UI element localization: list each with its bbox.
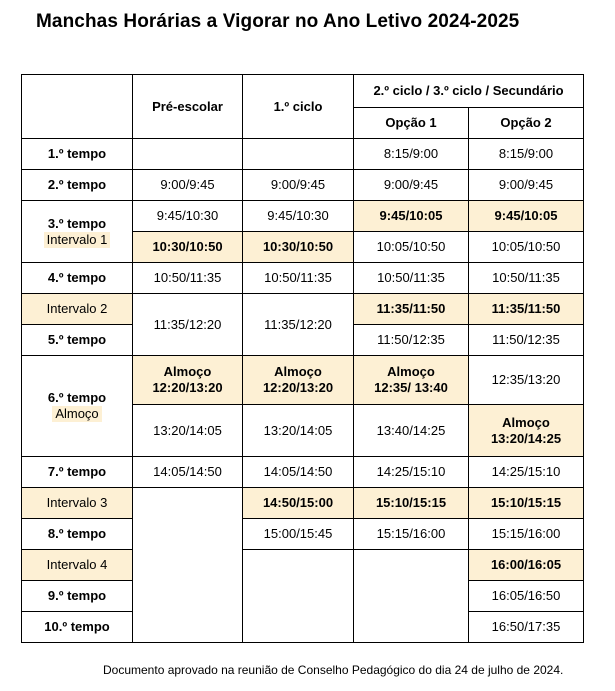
- table-cell: 15:10/15:15: [469, 488, 584, 519]
- row-label-group: [22, 356, 133, 457]
- cell-line: Almoço: [274, 364, 322, 379]
- cell-line: Almoço: [387, 364, 435, 379]
- row-label: 4.º tempo: [22, 263, 133, 294]
- row-label: 9.º tempo: [22, 581, 133, 612]
- table-cell: [133, 139, 243, 170]
- table-cell: 15:10/15:15: [354, 488, 469, 519]
- table-cell-empty: [243, 550, 354, 643]
- table-cell: 9:00/9:45: [354, 170, 469, 201]
- table-cell: 9:00/9:45: [469, 170, 584, 201]
- cell-line: Almoço: [502, 414, 550, 430]
- row-label-group: [22, 201, 133, 263]
- table-cell: 12:35/13:20: [469, 356, 584, 405]
- table-cell: 10:50/11:35: [133, 263, 243, 294]
- table-cell: 13:40/14:25: [354, 405, 469, 457]
- table-cell-empty: [133, 488, 243, 643]
- table-cell: 14:50/15:00: [243, 488, 354, 519]
- table-cell: 14:25/15:10: [469, 457, 584, 488]
- table-cell: [243, 139, 354, 170]
- cell-line: Almoço: [163, 364, 212, 379]
- cell-line: 13:20/14:25: [490, 430, 562, 446]
- table-cell: 9:45/10:30: [133, 201, 243, 232]
- header-ciclo23: 2.º ciclo / 3.º ciclo / Secundário: [354, 75, 584, 108]
- header-opcao2: Opção 2: [469, 108, 584, 139]
- table-cell: 8:15/9:00: [354, 139, 469, 170]
- table-cell: 13:20/14:05: [243, 405, 354, 457]
- row-label: 7.º tempo: [22, 457, 133, 488]
- table-cell: 14:25/15:10: [354, 457, 469, 488]
- table-cell: 15:00/15:45: [243, 519, 354, 550]
- cell-line: 12:20/13:20: [262, 380, 334, 395]
- row-label: 5.º tempo: [22, 325, 133, 356]
- table-cell: [469, 405, 584, 457]
- table-cell-empty: [354, 550, 469, 643]
- page-title: Manchas Horárias a Vigorar no Ano Letivo 2024-2025: [36, 11, 520, 32]
- row-label: Intervalo 4: [22, 550, 133, 581]
- row-label: Intervalo 3: [22, 488, 133, 519]
- table-cell: [354, 356, 469, 405]
- header-ciclo1: 1.º ciclo: [243, 75, 354, 139]
- row-label: Intervalo 2: [22, 294, 133, 325]
- cell-line: 12:20/13:20: [152, 380, 223, 395]
- table-cell: 9:00/9:45: [133, 170, 243, 201]
- row-sublabel: Intervalo 1: [44, 232, 111, 248]
- table-cell: 11:50/12:35: [469, 325, 584, 356]
- table-cell: 9:45/10:05: [354, 201, 469, 232]
- row-label: 8.º tempo: [22, 519, 133, 550]
- schedule-table: [21, 74, 584, 643]
- table-cell: 11:35/11:50: [354, 294, 469, 325]
- table-cell: 11:35/11:50: [469, 294, 584, 325]
- table-cell: [133, 356, 243, 405]
- table-cell: 10:05/10:50: [354, 232, 469, 263]
- table-cell: 10:30/10:50: [243, 232, 354, 263]
- footer-note: Documento aprovado na reunião de Conselho Pedagógico do dia 24 de julho de 2024.: [103, 663, 564, 677]
- table-cell: 11:50/12:35: [354, 325, 469, 356]
- header-opcao1: Opção 1: [354, 108, 469, 139]
- table-cell: 10:50/11:35: [243, 263, 354, 294]
- table-cell: 9:45/10:05: [469, 201, 584, 232]
- table-cell: 9:00/9:45: [243, 170, 354, 201]
- row-label: 10.º tempo: [22, 612, 133, 643]
- table-cell: 15:15/16:00: [469, 519, 584, 550]
- header-empty-cell: [22, 75, 133, 139]
- header-preescolar: Pré-escolar: [133, 75, 243, 139]
- table-cell: 10:50/11:35: [469, 263, 584, 294]
- table-cell: 16:50/17:35: [469, 612, 584, 643]
- row-label: 6.º tempo: [47, 390, 107, 405]
- row-label: 3.º tempo: [47, 215, 107, 231]
- table-cell: 10:05/10:50: [469, 232, 584, 263]
- table-cell: [243, 356, 354, 405]
- cell-line: 12:35/ 13:40: [374, 380, 448, 395]
- table-cell: 11:35/12:20: [133, 294, 243, 356]
- table-cell: 13:20/14:05: [133, 405, 243, 457]
- table-cell: 10:50/11:35: [354, 263, 469, 294]
- table-cell: 16:00/16:05: [469, 550, 584, 581]
- table-cell: 9:45/10:30: [243, 201, 354, 232]
- row-label: 1.º tempo: [22, 139, 133, 170]
- table-cell: 10:30/10:50: [133, 232, 243, 263]
- table-cell: 11:35/12:20: [243, 294, 354, 356]
- row-sublabel: Almoço: [52, 406, 101, 422]
- table-cell: 14:05/14:50: [133, 457, 243, 488]
- table-cell: 15:15/16:00: [354, 519, 469, 550]
- table-cell: 14:05/14:50: [243, 457, 354, 488]
- table-cell: 16:05/16:50: [469, 581, 584, 612]
- row-label: 2.º tempo: [22, 170, 133, 201]
- table-cell: 8:15/9:00: [469, 139, 584, 170]
